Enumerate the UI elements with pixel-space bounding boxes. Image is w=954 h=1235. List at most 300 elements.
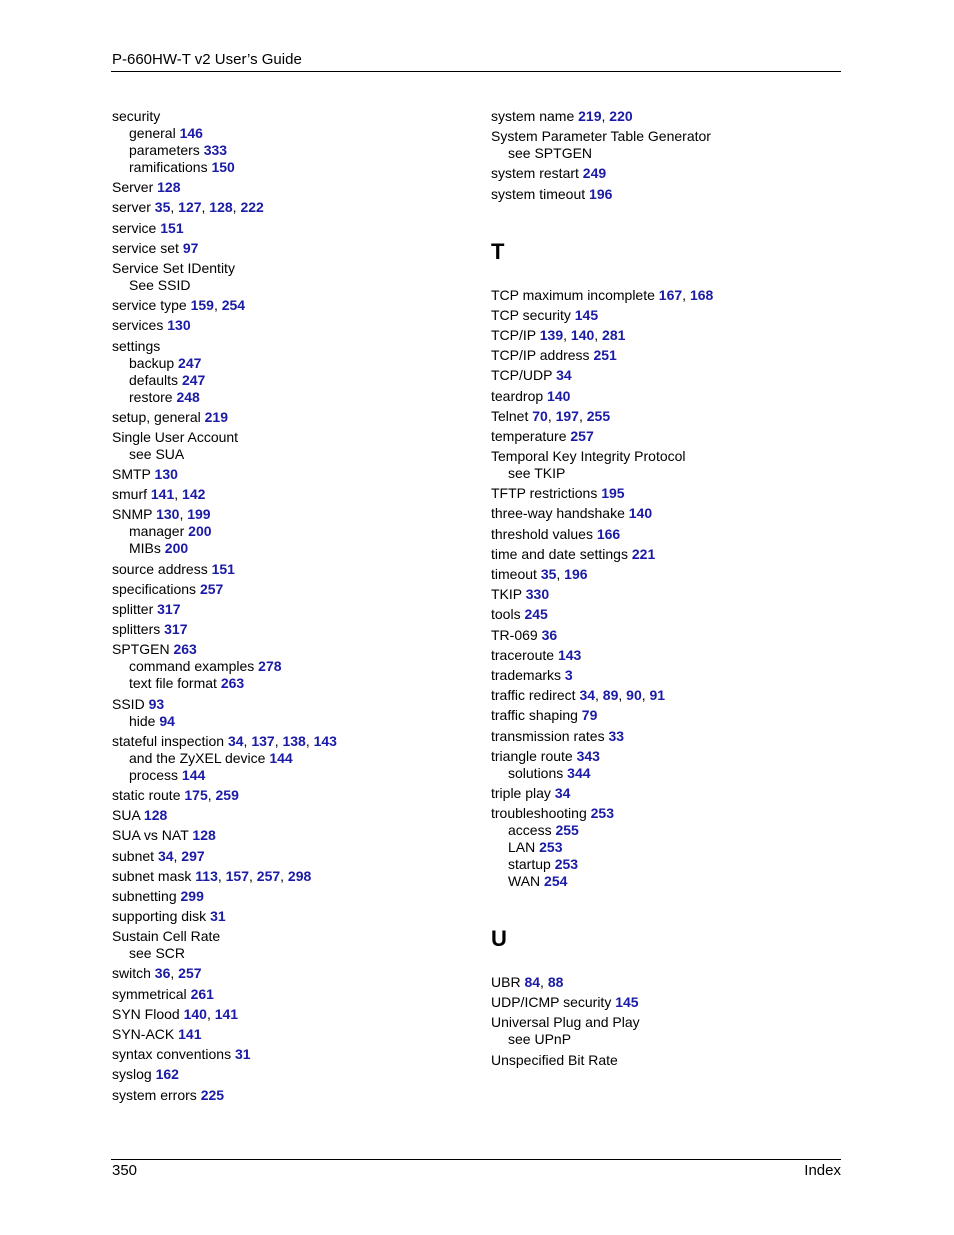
index-entry-group [491,186,851,203]
index-term: triple play [491,784,551,801]
index-entry-group [112,621,472,638]
index-entry-group [112,1087,472,1104]
page-link[interactable]: 93 [148,695,165,712]
index-entry [491,647,851,664]
index-term: and the ZyXEL device [129,749,266,766]
footer-rule [111,1159,841,1160]
index-entry-group [112,1046,472,1063]
index-subentry [491,765,851,782]
header-rule [111,71,841,72]
index-entry-group [491,526,851,543]
index-subentry [112,372,472,389]
page-link[interactable]: 36 [541,626,558,643]
page-link[interactable]: 298 [287,867,312,884]
page-link[interactable]: 195 [601,485,625,502]
page-link[interactable]: 200 [164,540,189,557]
index-entry [491,1014,851,1031]
page-link[interactable]: 70 [532,407,548,424]
index-entry-group [112,908,472,925]
index-term: SNMP [112,506,153,523]
page-link[interactable]: 220 [609,108,633,124]
index-subentry [112,750,472,767]
index-entry-group [491,367,851,384]
footer-page-number: 350 [112,1162,138,1179]
page-link[interactable]: 263 [173,641,197,658]
page-link[interactable]: 89 [602,687,619,704]
index-term: TKIP [491,586,522,603]
index-entry-group [491,485,851,502]
page-link[interactable]: 317 [164,621,188,638]
page-link[interactable]: 162 [155,1066,179,1083]
page-link[interactable]: 97 [182,239,199,256]
index-subentry [112,277,472,294]
index-term: service type [112,297,187,314]
index-term: TR-069 [491,626,538,643]
page-link[interactable]: 31 [234,1046,251,1063]
index-entry: service type 159, 254 [112,297,246,314]
index-entry [112,179,472,196]
index-entry [112,240,472,257]
index-subentry [112,125,472,142]
index-entry [491,728,851,745]
index-entry [491,388,851,405]
index-term: threshold values [491,525,593,542]
page-link[interactable]: 159 [190,297,214,314]
index-entry [491,748,851,765]
index-entry [112,827,472,844]
page-link[interactable]: 34 [556,367,572,384]
index-entry [491,667,851,684]
index-entry-group [112,317,472,334]
index-term: ramifications [129,159,208,175]
index-term: system errors [112,1086,197,1103]
index-subentry [491,145,851,162]
page-link[interactable]: 254 [544,873,568,890]
page-link[interactable]: 88 [547,974,564,991]
index-term: backup [129,354,175,371]
index-subentry [112,767,472,784]
page-link[interactable]: 91 [649,687,666,704]
index-term: TCP maximum incomplete [491,286,655,303]
index-term: server [112,199,151,216]
index-term: symmetrical [112,985,187,1002]
page-link[interactable]: 34 [579,687,596,704]
page-link[interactable]: 79 [581,707,598,724]
page-link[interactable]: 140 [547,387,571,404]
index-entry-group [112,807,472,824]
page-link[interactable]: 128 [209,199,233,216]
index-entry-group [112,240,472,257]
page-link[interactable]: 3 [564,666,573,683]
index-entry-group [112,1006,472,1023]
page-link[interactable]: 140 [628,505,653,522]
index-entry [112,409,472,426]
index-term: setup, general [112,408,201,425]
index-entry [491,586,851,603]
index-term: specifications [112,580,197,597]
page-link[interactable]: 257 [178,965,202,982]
index-entry-group [112,179,472,196]
index-term: UBR [491,974,521,991]
page-link[interactable]: 219 [578,108,602,124]
index-term: TCP/IP [491,326,536,343]
running-header-title: P-660HW-T v2 User’s Guide [112,51,302,68]
index-term: SUA vs NAT [112,827,189,844]
index-subentry [112,945,472,962]
index-term: supporting disk [112,908,207,925]
index-entry [112,1026,472,1043]
index-entry-group [112,199,472,216]
page-link[interactable]: 247 [178,354,202,371]
page-link[interactable]: 254 [221,297,246,314]
index-entry-group [491,108,851,125]
index-term: syntax conventions [112,1046,232,1063]
index-entry-group [491,748,851,782]
page-link[interactable]: 141 [178,1026,202,1042]
index-term: startup [508,856,551,873]
page-link[interactable]: 145 [615,994,639,1011]
page-link[interactable]: 84 [524,974,541,991]
index-entry [491,448,851,465]
index-entry-group [112,868,472,885]
index-term: system name [491,108,575,124]
page-link[interactable]: 249 [582,165,607,182]
index-term: defaults [129,371,179,388]
page-link[interactable]: 130 [154,466,178,483]
index-entry-group [112,108,472,176]
page-link[interactable]: 222 [240,199,264,216]
index-entry-group [112,1026,472,1043]
page-link[interactable]: 344 [567,764,591,781]
index-entry-group [491,428,851,445]
page-link[interactable]: 130 [156,506,180,523]
index-term: TCP/IP address [491,347,590,364]
index-entry [112,260,472,277]
page-link[interactable]: 94 [159,712,175,729]
index-entry-group [491,805,851,890]
index-entry-group [112,928,472,962]
page-link[interactable]: 34 [157,847,174,864]
index-entry-group [112,848,472,865]
index-subentry [491,822,851,839]
index-entry: traffic redirect 34, 89, 90, 91 [491,687,666,704]
index-term: see SUA [129,445,185,462]
index-term: SSID [112,695,145,712]
index-term: SYN-ACK [112,1026,175,1042]
index-term: system restart [491,165,579,182]
page-link[interactable]: 35 [154,199,171,216]
index-term: traffic shaping [491,707,578,724]
page-link[interactable]: 157 [225,867,249,884]
index-term: hide [129,712,156,729]
index-term: see UPnP [508,1031,572,1048]
index-entry-group [491,307,851,324]
index-entry [491,367,851,384]
index-entry [112,581,472,598]
index-term: general [129,125,176,141]
page-link[interactable]: 31 [210,908,226,925]
index-term: transmission rates [491,727,605,744]
page-link[interactable]: 140 [183,1005,207,1022]
index-entry-group [112,429,472,463]
index-entry [491,186,851,203]
index-term: See SSID [129,276,191,293]
index-entry-group [112,561,472,578]
page-link[interactable]: 245 [524,606,548,623]
page-link[interactable]: 145 [574,306,599,323]
page-link[interactable]: 167 [658,286,683,303]
index-entry [112,908,472,925]
page-link[interactable]: 128 [143,807,168,824]
page-link[interactable]: 257 [570,427,594,444]
index-entry-group [491,785,851,802]
index-subentry [112,540,472,557]
index-entry-group [491,627,851,644]
index-entry-group [112,601,472,618]
page-link[interactable]: 343 [576,747,600,764]
index-subentry [112,159,472,176]
page-link[interactable]: 130 [167,317,191,334]
index-entry [112,696,472,713]
index-entry-group [491,546,851,563]
page-link[interactable]: 144 [181,766,206,783]
index-subentry [112,389,472,406]
index-subentry [112,675,472,692]
index-entry-group [491,667,851,684]
index-entry [491,428,851,445]
index-entry [491,994,851,1011]
index-entry: smurf 141, 142 [112,486,206,503]
index-term: see SCR [129,945,186,962]
index-entry-group [112,260,472,294]
page-link[interactable]: 225 [200,1086,225,1103]
page-link[interactable]: 259 [215,786,239,803]
page-link[interactable]: 333 [203,142,228,158]
index-entry [112,317,472,334]
page-link[interactable]: 263 [220,675,245,692]
index-entry: subnet 34, 297 [112,847,205,864]
index-entry [112,621,472,638]
index-entry-group [112,733,472,784]
index-subentry [491,1031,851,1048]
index-term: command examples [129,658,255,675]
index-entry: subnet mask 113, 157, 257, 298 [112,867,312,884]
index-entry: SYN Flood 140, 141 [112,1005,239,1022]
page-link[interactable]: 146 [179,125,203,141]
index-entry-group [491,448,851,482]
index-entry-group [112,965,472,982]
page-link[interactable]: 168 [689,286,714,303]
index-term: services [112,317,164,334]
page-link[interactable]: 33 [608,727,625,744]
page-link[interactable]: 248 [176,388,200,405]
index-entry-group [112,466,472,483]
index-entry: switch 36, 257 [112,965,202,982]
index-term: Server [112,179,154,196]
index-subentry [491,856,851,873]
page-link[interactable]: 140 [570,326,595,343]
index-term: traceroute [491,646,555,663]
page-link[interactable]: 255 [555,822,579,839]
page-link[interactable]: 34 [554,784,571,801]
page-link[interactable]: 151 [211,560,235,577]
index-entry [491,606,851,623]
index-term: see TKIP [508,465,566,482]
page-link[interactable]: 113 [195,867,218,884]
page-link[interactable]: 253 [554,856,579,873]
index-term: TCP/UDP [491,367,553,384]
index-entry [112,338,472,355]
page-link[interactable]: 143 [313,732,337,749]
index-term: Sustain Cell Rate [112,928,221,945]
index-term: LAN [508,839,536,856]
index-term: tools [491,606,521,623]
index-entry: stateful inspection 34, 137, 138, 143 [112,732,337,749]
index-subentry [112,713,472,730]
page-link[interactable]: 299 [180,887,204,904]
index-term: process [129,766,179,783]
page-link[interactable]: 255 [586,407,611,424]
page-link[interactable]: 196 [564,566,588,582]
page-link[interactable]: 166 [596,525,621,542]
page-link[interactable]: 36 [154,965,171,982]
page-link[interactable]: 175 [184,786,208,803]
footer-section-name: Index [804,1162,841,1179]
page-link[interactable]: 90 [626,687,642,704]
index-term: SYN Flood [112,1005,180,1022]
index-entry-group [491,505,851,522]
index-term: WAN [508,873,541,890]
index-term: Telnet [491,407,529,424]
index-subentry [112,658,472,675]
page-link[interactable]: 200 [188,523,212,540]
page-link[interactable]: 281 [602,326,626,343]
index-term: triangle route [491,747,573,764]
page-link[interactable]: 330 [525,586,550,603]
page-link[interactable]: 278 [258,658,282,675]
page-link[interactable]: 297 [181,847,205,864]
index-entry-group [491,707,851,724]
index-entry: SNMP 130, 199 [112,506,211,523]
index-entry [491,627,851,644]
page-link[interactable]: 251 [593,347,617,364]
index-term: see SPTGEN [508,145,593,162]
page-link[interactable]: 253 [539,839,563,856]
page-link[interactable]: 247 [181,371,206,388]
index-subentry [112,355,472,372]
index-entry-group [491,1052,851,1069]
page-link[interactable]: 127 [178,199,202,216]
page-link[interactable]: 261 [190,985,214,1002]
page-link[interactable]: 253 [590,805,614,822]
page-link[interactable]: 35 [540,566,557,582]
index-term: UDP/ICMP security [491,994,612,1011]
page-link[interactable]: 128 [157,179,181,196]
index-entry-group [491,586,851,603]
index-entry: system name 219, 220 [491,108,633,124]
page-link[interactable]: 128 [192,827,216,844]
page-link[interactable]: 139 [539,326,564,343]
index-entry-group [112,787,472,804]
index-entry [491,785,851,802]
index-entry-group [112,1066,472,1083]
index-entry [491,707,851,724]
index-entry: Telnet 70, 197, 255 [491,407,611,424]
index-entry: static route 175, 259 [112,786,239,803]
page-link[interactable]: 197 [555,407,579,424]
index-term: troubleshooting [491,805,587,822]
page-link[interactable]: 257 [199,580,224,597]
page-link[interactable]: 142 [182,486,206,503]
index-term: splitter [112,601,154,617]
index-term: service set [112,239,179,256]
index-term: TCP security [491,306,571,323]
index-entry-group [491,994,851,1011]
index-entry-group [112,409,472,426]
index-term: stateful inspection [112,732,225,749]
index-entry-group [491,647,851,664]
index-entry [112,1046,472,1063]
page-link[interactable]: 257 [256,867,281,884]
page-link[interactable]: 199 [187,506,211,523]
index-entry [112,561,472,578]
page-link[interactable]: 34 [227,732,244,749]
index-term: subnetting [112,887,177,904]
page-link[interactable]: 317 [157,601,181,617]
index-term: source address [112,560,208,577]
index-entry [491,546,851,563]
page-link[interactable]: 151 [160,219,184,236]
index-term: solutions [508,764,564,781]
index-entry: TCP maximum incomplete 167, 168 [491,286,714,303]
index-subentry [112,142,472,159]
page-link[interactable]: 144 [269,749,293,766]
page-link[interactable]: 219 [204,408,228,425]
index-term: Temporal Key Integrity Protocol [491,448,686,465]
index-entry [491,526,851,543]
page-link[interactable]: 221 [631,545,656,562]
page-link[interactable]: 137 [251,732,275,749]
index-entry [112,641,472,658]
index-entry [491,165,851,182]
index-entry-group [491,687,851,704]
index-entry-group [112,486,472,503]
page-link[interactable]: 141 [214,1005,239,1022]
page-link[interactable]: 141 [150,486,175,503]
page-link[interactable]: 196 [589,185,613,202]
page-link[interactable]: 143 [557,646,582,663]
index-entry-group [491,974,851,991]
index-entry [112,986,472,1003]
index-subentry [112,523,472,540]
index-term: SPTGEN [112,641,170,658]
index-term: smurf [112,486,147,503]
index-entry-group [491,606,851,623]
index-entry-group [112,506,472,557]
index-term: security [112,108,161,124]
index-subentry [491,873,851,890]
page-link[interactable]: 150 [211,159,235,175]
index-term: service [112,219,157,236]
page-link[interactable]: 138 [282,732,306,749]
index-entry-group [491,728,851,745]
index-entry-group [112,338,472,406]
index-column-left [112,108,472,1107]
index-term: Service Set IDentity [112,259,235,276]
index-entry [491,1052,851,1069]
index-entry-group [112,220,472,237]
index-entry [112,928,472,945]
